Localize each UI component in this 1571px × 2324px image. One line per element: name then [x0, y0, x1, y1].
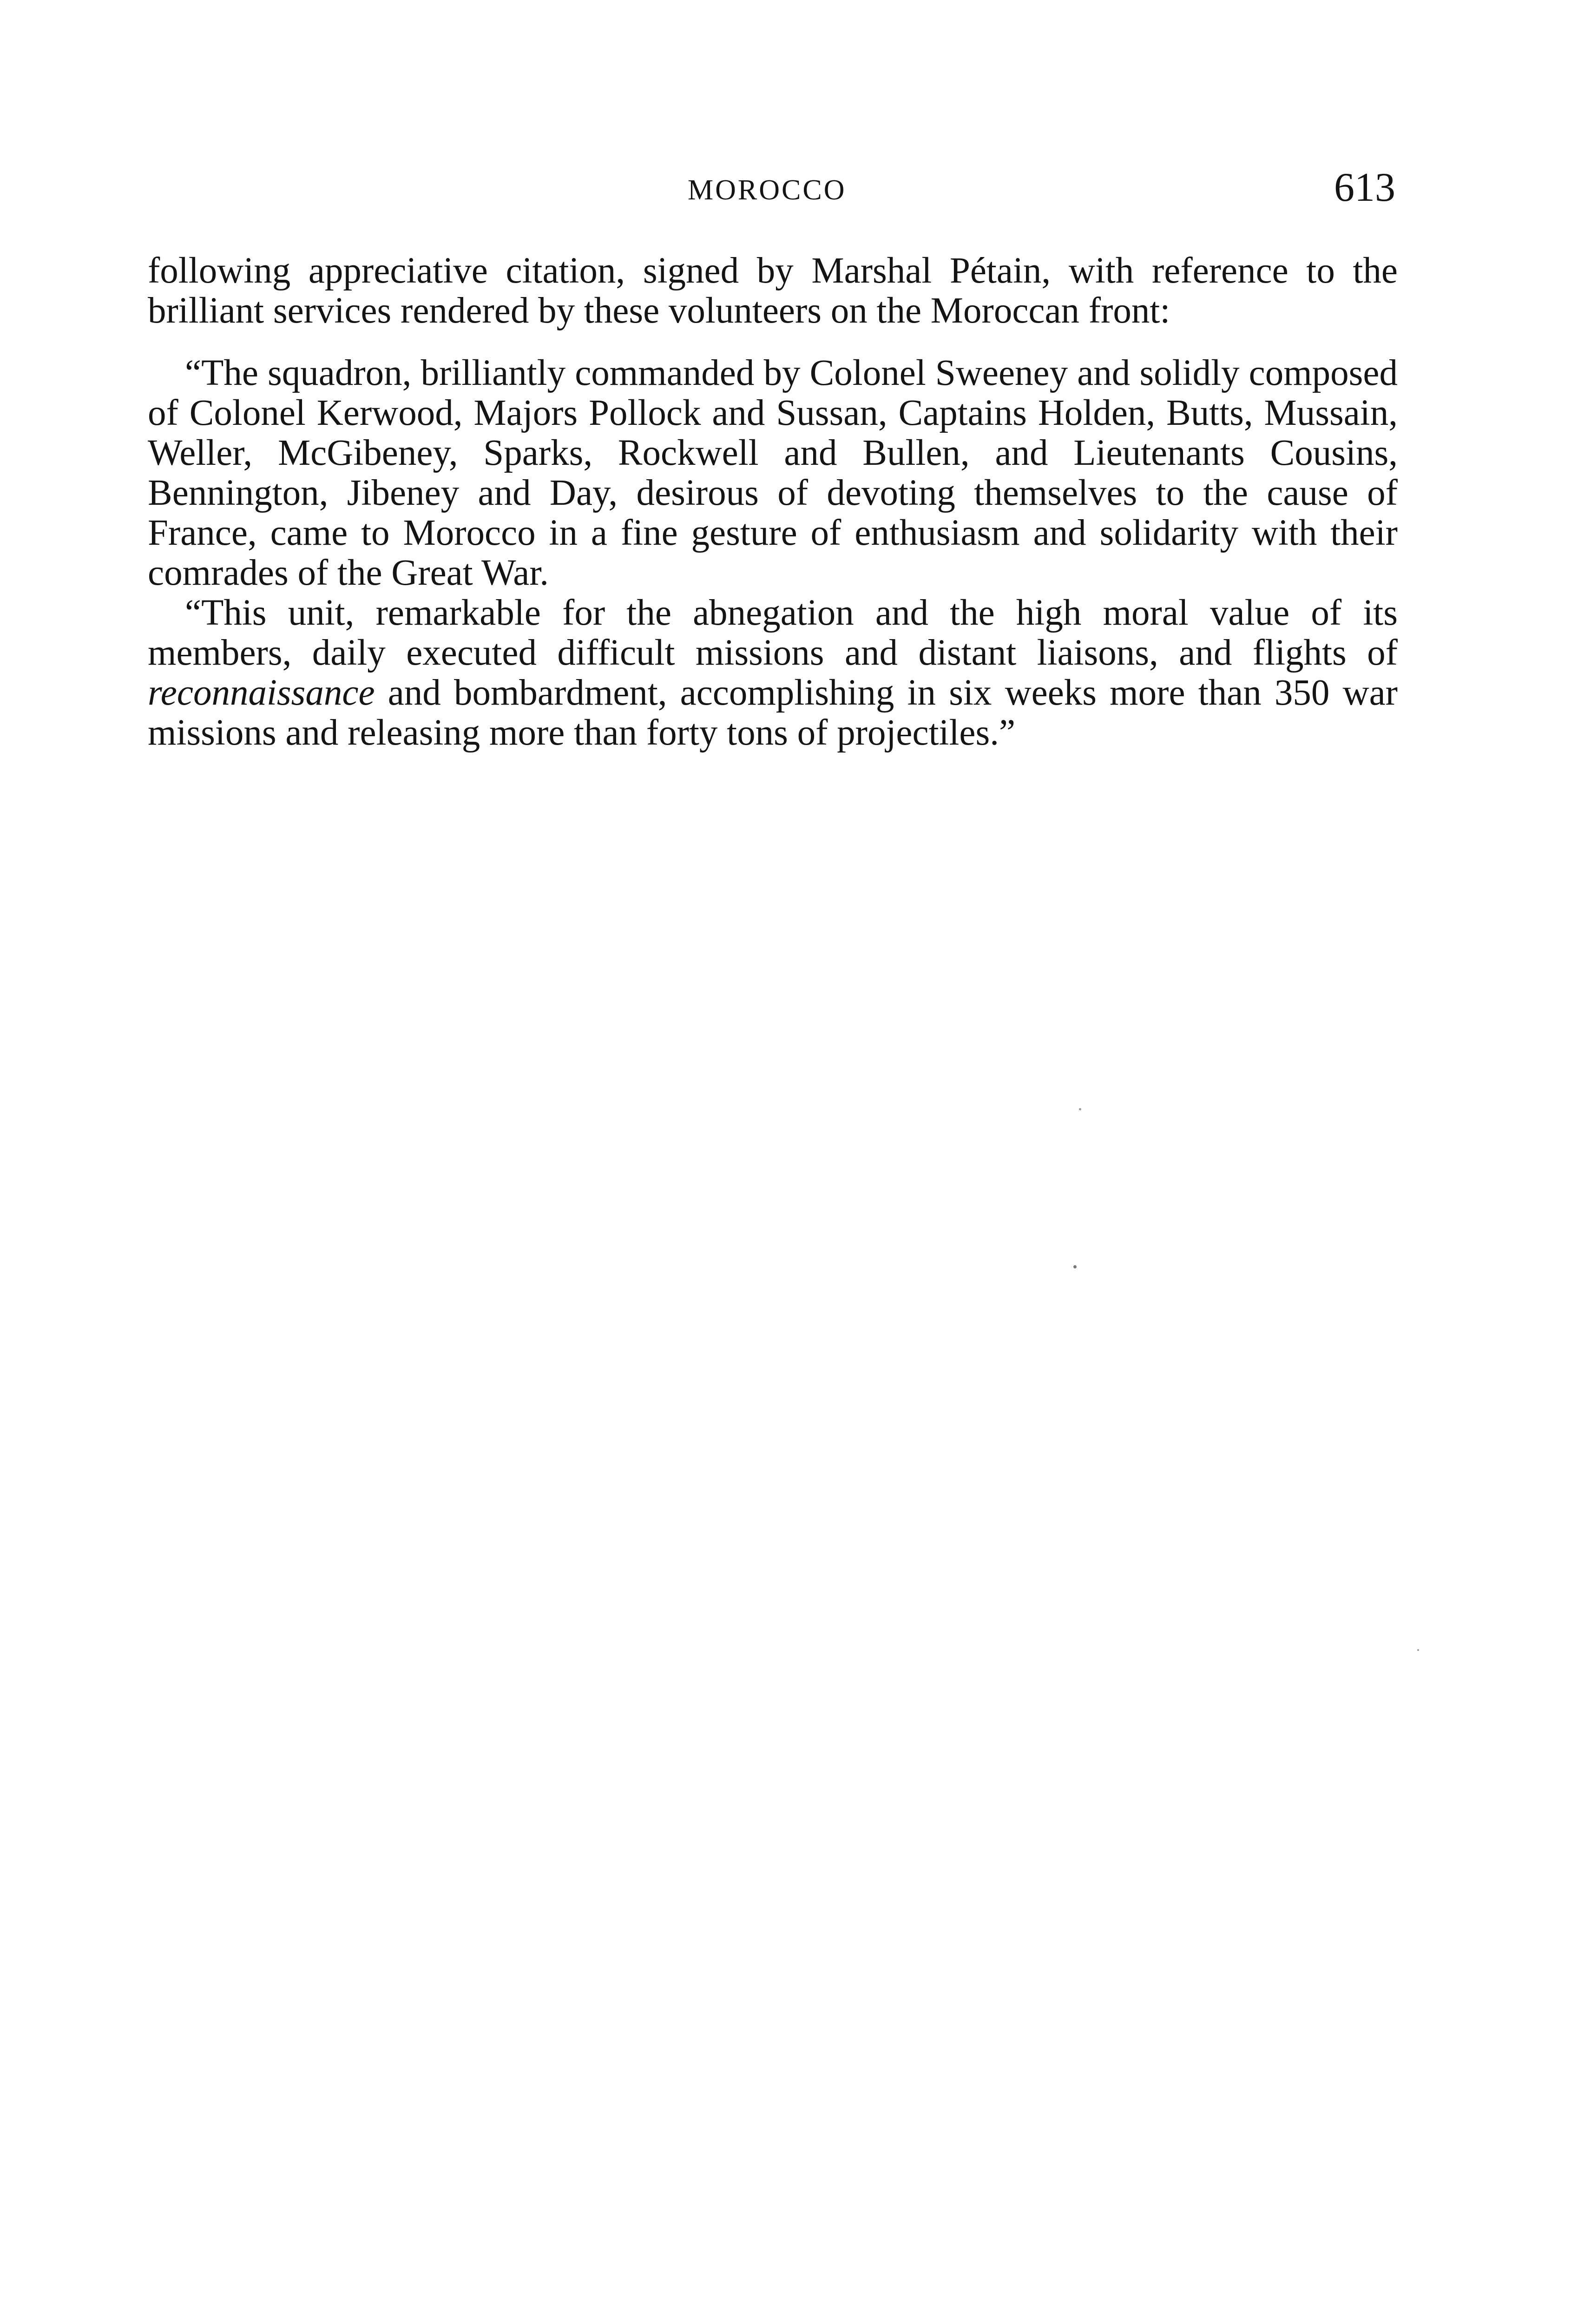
page-number: 613 [1334, 165, 1395, 210]
italic-term: reconnaissance [148, 673, 375, 713]
body-text [148, 251, 1398, 753]
paragraph-citation-squadron-text: “The squadron, brilliantly commanded by Colonel Sweeney and solidly composed of Colonel Kerwood, Majors Pollock and Sussan, Captains Holden, Butts, Mussain, Weller, McGibeney, Sparks, Rockwell and Bullen, and Lieutenants Cousins, Bennington, Jibeney and Day, desirous of devoting themselves to the cause of France, came to Morocco in a fine gesture of enthusiasm and solidarity with their comrades of the Great War. [148, 353, 1398, 593]
paragraph-citation-unit-text-end: and bombardment, accomplishing in six weeks more than 350 war missions and releasing more than forty tons of projectiles.” [148, 673, 1398, 753]
paragraph-intro [148, 251, 1398, 331]
paragraph-intro-text: following appreciative citation, signed by Marshal Pétain, with reference to the brilliant services rendered by these volunteers on the Moroccan front: [148, 251, 1398, 331]
scan-speck [1417, 1649, 1419, 1651]
paragraph-citation-unit-text-start: “This unit, remarkable for the abnegation and the high moral value of its members, daily executed difficult missions and distant liaisons, and flights of [148, 593, 1398, 673]
paragraph-citation-squadron [148, 353, 1398, 593]
scan-speck [1073, 1265, 1077, 1268]
scan-speck [1079, 1108, 1081, 1110]
paragraph-citation-unit [148, 593, 1398, 753]
running-head: MOROCCO [688, 174, 847, 206]
